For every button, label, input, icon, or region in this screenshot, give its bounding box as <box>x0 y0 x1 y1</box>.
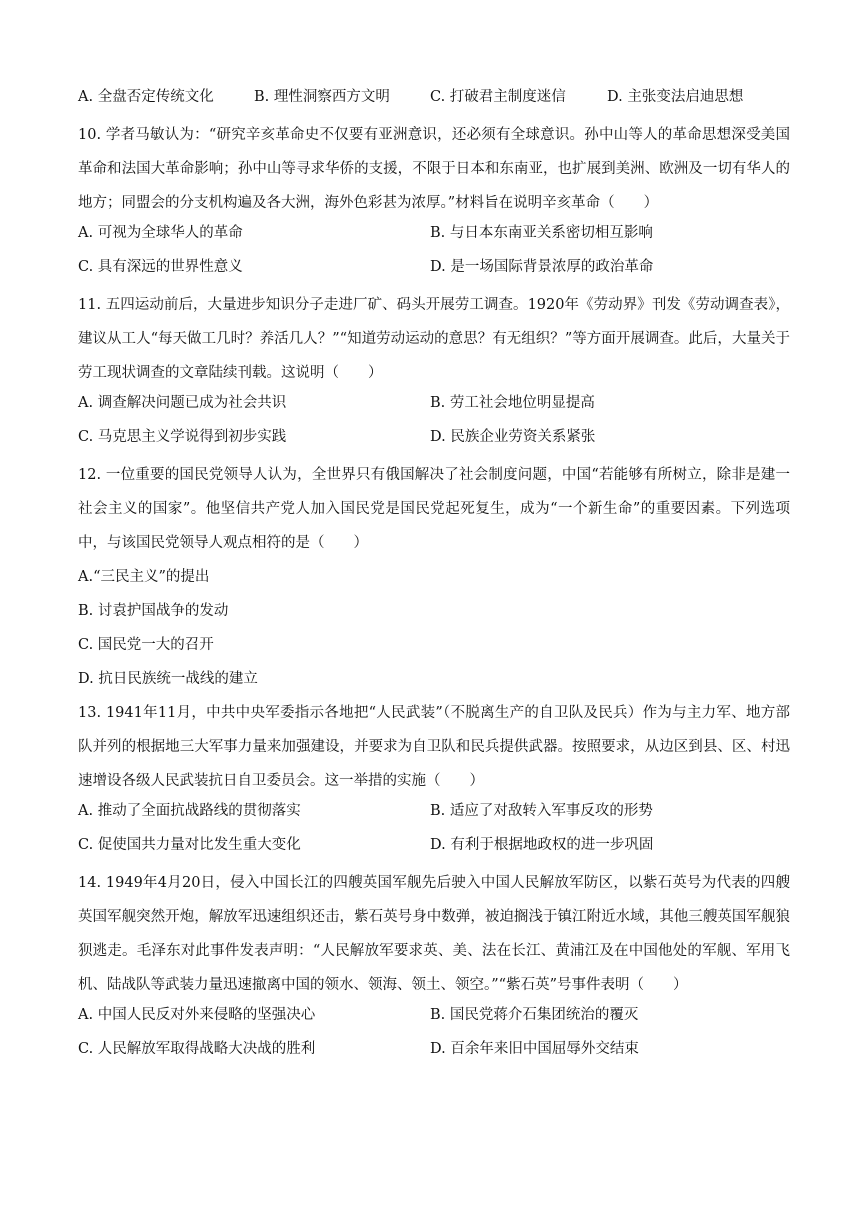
q11-option-c[interactable]: C. 马克思主义学说得到初步实践 <box>78 429 287 445</box>
q14-option-a[interactable]: A. 中国人民反对外来侵略的坚强决心 <box>78 1007 316 1023</box>
q12-stem: 12. 一位重要的国民党领导人认为，全世界只有俄国解决了社会制度问题，中国“若能够有所树立，除非是建一社会主义的国家”。他坚信共产党人加入国民党是国民党起死复生，成为“一个新生命”的重要因素。下列选项中，与该国民党领导人观点相符的是（ ） <box>78 467 790 551</box>
q12-option-c[interactable]: C. 国民党一大的召开 <box>78 637 214 653</box>
q10-option-c[interactable]: C. 具有深远的世界性意义 <box>78 259 243 275</box>
q10-option-a[interactable]: A. 可视为全球华人的革命 <box>78 225 243 241</box>
exam-page <box>78 84 790 1070</box>
q10-option-b[interactable]: B. 与日本东南亚关系密切相互影响 <box>430 225 653 241</box>
q14-option-b[interactable]: B. 国民党蒋介石集团统治的覆灭 <box>430 1007 639 1023</box>
q13-option-b[interactable]: B. 适应了对敌转入军事反攻的形势 <box>430 803 653 819</box>
q11-options-row2 <box>78 424 790 458</box>
q10-options-row2 <box>78 254 790 288</box>
q14-option-d[interactable]: D. 百余年来旧中国屈辱外交结束 <box>430 1041 639 1057</box>
q13-option-a[interactable]: A. 推动了全面抗战路线的贯彻落实 <box>78 803 301 819</box>
q10-option-d[interactable]: D. 是一场国际背景浓厚的政治革命 <box>430 259 654 275</box>
q13-options-row2 <box>78 832 790 866</box>
q9-option-d[interactable]: D. 主张变法启迪思想 <box>607 89 744 105</box>
q10-options-row1 <box>78 220 790 254</box>
q14-options-row2 <box>78 1036 790 1070</box>
q12-option-d[interactable]: D. 抗日民族统一战线的建立 <box>78 671 258 687</box>
q9-option-b[interactable]: B. 理性洞察西方文明 <box>254 89 390 105</box>
q9-options <box>78 84 790 118</box>
q11-stem: 11. 五四运动前后，大量进步知识分子走进厂矿、码头开展劳工调查。1920年《劳动界》刊发《劳动调查表》，建议从工人“每天做工几时？养活几人？”“知道劳动运动的意思？有无组织？”等方面开展调查。此后，大量关于劳工现状调查的文章陆续刊载。这说明（ ） <box>78 297 790 381</box>
q12-option-a[interactable]: A.“三民主义”的提出 <box>78 569 210 585</box>
q11-option-d[interactable]: D. 民族企业劳资关系紧张 <box>430 429 596 445</box>
q13-option-d[interactable]: D. 有利于根据地政权的进一步巩固 <box>430 837 654 853</box>
q10-stem: 10. 学者马敏认为：“研究辛亥革命史不仅要有亚洲意识，还必须有全球意识。孙中山等人的革命思想深受美国革命和法国大革命影响；孙中山等寻求华侨的支援，不限于日本和东南亚，也扩展到美洲、欧洲及一切有华人的地方；同盟会的分支机构遍及各大洲，海外色彩甚为浓厚。”材料旨在说明辛亥革命（ ） <box>78 127 790 211</box>
q14-stem: 14. 1949年4月20日，侵入中国长江的四艘英国军舰先后驶入中国人民解放军防区，以紫石英号为代表的四艘英国军舰突然开炮，解放军迅速组织还击，紫石英号身中数弹，被迫搁浅于镇江附近水域，其他三艘英国军舰狼狈逃走。毛泽东对此事件发表声明：“人民解放军要求英、美、法在长江、黄浦江及在中国他处的军舰、军用飞机、陆战队等武装力量迅速撤离中国的领水、领海、领土、领空。”“紫石英”号事件表明（ ） <box>78 875 790 993</box>
q12-option-b[interactable]: B. 讨袁护国战争的发动 <box>78 603 229 619</box>
q14-option-c[interactable]: C. 人民解放军取得战略大决战的胜利 <box>78 1041 316 1057</box>
q13-options-row1 <box>78 798 790 832</box>
q11-options-row1 <box>78 390 790 424</box>
q11-option-b[interactable]: B. 劳工社会地位明显提高 <box>430 395 595 411</box>
q13-stem: 13. 1941年11月，中共中央军委指示各地把“人民武装”（不脱离生产的自卫队及民兵）作为与主力军、地方部队并列的根据地三大军事力量来加强建设，并要求为自卫队和民兵提供武器。按照要求，从边区到县、区、村迅速增设各级人民武装抗日自卫委员会。这一举措的实施（ ） <box>78 705 790 789</box>
q14-options-row1 <box>78 1002 790 1036</box>
q9-option-a[interactable]: A. 全盘否定传统文化 <box>78 89 214 105</box>
q9-option-c[interactable]: C. 打破君主制度迷信 <box>430 89 566 105</box>
q11-option-a[interactable]: A. 调查解决问题已成为社会共识 <box>78 395 287 411</box>
q13-option-c[interactable]: C. 促使国共力量对比发生重大变化 <box>78 837 301 853</box>
